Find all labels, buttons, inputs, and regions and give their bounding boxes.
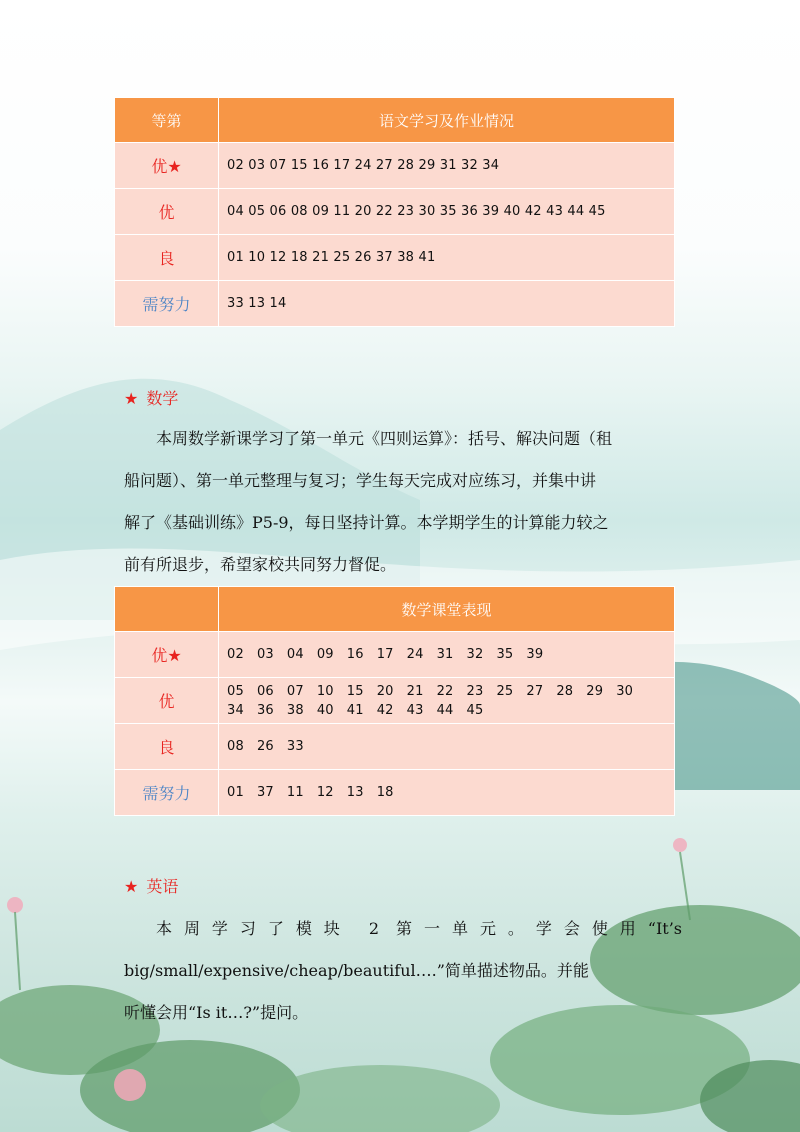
math-paragraph [124,418,682,586]
student-numbers: 04 05 06 08 09 11 20 22 23 30 35 36 39 40 42 43 44 45 [219,189,675,235]
student-numbers: 01 10 12 18 21 25 26 37 38 41 [219,235,675,281]
chinese-col2-header: 语文学习及作业情况 [219,98,675,143]
grade-label: 优 [115,678,219,724]
english-paragraph [124,908,682,1034]
english-heading [124,874,178,897]
grade-label: 需努力 [115,281,219,327]
student-numbers: 33 13 14 [219,281,675,327]
math-grade-table [114,586,675,816]
star-icon: ★ [124,877,139,896]
table-row [115,281,675,327]
math-col2-header: 数学课堂表现 [219,587,675,632]
table-row [115,770,675,816]
math-heading [124,386,178,409]
english-title: 英语 [146,877,179,896]
table-row [115,632,675,678]
table-row [115,189,675,235]
math-col1-header [115,587,219,632]
paragraph-line: 本周数学新课学习了第一单元《四则运算》：括号、解决问题（租 [156,429,613,448]
math-title: 数学 [146,389,179,408]
paragraph-line: 前有所退步，希望家校共同努力督促。 [124,555,397,574]
student-numbers: 02 03 04 09 16 17 24 31 32 35 39 [219,632,675,678]
student-numbers [219,678,675,724]
paragraph-line: 船问题）、第一单元整理与复习；学生每天完成对应练习，并集中讲 [124,471,597,490]
table-row [115,724,675,770]
chinese-grade-table [114,97,675,327]
grade-label: 需努力 [115,770,219,816]
chinese-col1-header: 等第 [115,98,219,143]
grade-label: 优★ [115,143,219,189]
paragraph-line: big/small/expensive/cheap/beautiful….”简单描述物品。并能 [124,961,589,980]
table-row [115,143,675,189]
grade-label: 良 [115,724,219,770]
student-numbers: 02 03 07 15 16 17 24 27 28 29 31 32 34 [219,143,675,189]
grade-label: 良 [115,235,219,281]
star-icon: ★ [124,389,139,408]
grade-label: 优 [115,189,219,235]
student-numbers-line: 34 36 38 40 41 42 43 44 45 [227,702,484,718]
student-numbers-line: 05 06 07 10 15 20 21 22 23 25 27 28 29 30 [227,683,634,699]
paragraph-line: 解了《基础训练》P5-9，每日坚持计算。本学期学生的计算能力较之 [124,513,609,532]
table-row [115,678,675,724]
grade-label: 优★ [115,632,219,678]
paragraph-line: 本周学习了模块 2 第一单元。学会使用“It’s [156,919,682,938]
paragraph-line: 听懂会用“Is it…?”提问。 [124,1003,309,1022]
student-numbers: 01 37 11 12 13 18 [219,770,675,816]
table-row [115,235,675,281]
student-numbers: 08 26 33 [219,724,675,770]
